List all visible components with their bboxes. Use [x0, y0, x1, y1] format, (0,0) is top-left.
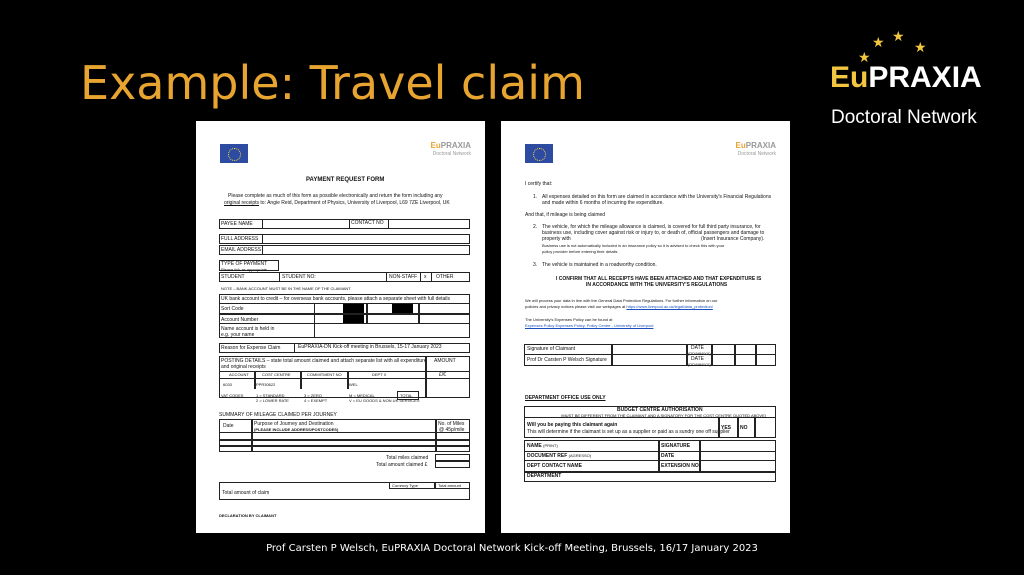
certify-label: I certify that:: [525, 181, 553, 187]
eu-flag-icon: [220, 144, 248, 163]
item-2-line-3: property with: [542, 236, 571, 242]
mileage-divider: [435, 419, 437, 452]
account-held-example: e.g. your name: [221, 332, 255, 338]
col-commitment: COMMITMENT NO: [307, 372, 342, 377]
confirm-line-1: I CONFIRM THAT ALL RECEIPTS HAVE BEEN ATTACHED AND THAT EXPENDITURE IS: [556, 276, 762, 282]
no-option[interactable]: NO: [740, 425, 748, 431]
item-1-line-2: and made within 6 months of incurring the expenditure.: [542, 200, 664, 206]
total-amount-cell: [435, 461, 470, 468]
declaration-page: [501, 121, 790, 533]
sig-date-label: DATE: [691, 345, 704, 351]
item-2-line-4: Business use is not automatically included in an insurance policy so it is advised to check this with your: [542, 243, 725, 248]
mileage-line: [219, 445, 470, 447]
declaration-label: DECLARATION BY CLAIMANT: [219, 513, 277, 518]
vat-2: 2 = LOWER RATE: [256, 398, 289, 403]
item-3-text: The vehicle is maintained in a roadworthy condition.: [542, 262, 657, 268]
mileage-title: SUMMARY OF MILEAGE CLAIMED PER JOURNEY: [219, 412, 337, 418]
extension-label: EXTENSION NO.: [661, 463, 701, 469]
miles-label: No. of Miles: [438, 421, 465, 427]
dept-office-label: DEPARTMENT OFFICE USE ONLY: [525, 395, 606, 401]
student-label: STUDENT: [221, 274, 245, 280]
department-label: DEPARTMENT: [527, 473, 562, 479]
mini-logo-eu: Eu: [735, 141, 746, 150]
policy-link[interactable]: Expenses Policy Expenses Policy, Policy Centre - University of Liverpool: [525, 323, 654, 328]
bank-header: UK bank account to credit – for overseas bank accounts, please attach a separate sheet with full details: [221, 296, 451, 302]
policy-line-1: The University's Expenses Policy can be found at: [525, 317, 613, 322]
sort-divider: [366, 303, 368, 324]
posting-line-2: and original receipts: [221, 364, 266, 370]
item-2-line-5: policy provider before entering their details: [542, 249, 618, 254]
mileage-claimed-label: And that, if mileage is being claimed: [525, 212, 606, 218]
mileage-line: [219, 439, 470, 441]
sig-date-format-2: (DD/MM/YY): [688, 362, 711, 367]
col-divider: [300, 371, 302, 389]
amount-label: AMOUNT: [434, 358, 456, 364]
intro-line-2: [224, 200, 450, 206]
auth-divider: [658, 440, 660, 471]
reason-label: Reason for Expense Claim: [221, 345, 281, 351]
student-no-label: STUDENT NO:: [282, 274, 316, 280]
insurance-placeholder: (Insert Insurance Company).: [701, 236, 765, 242]
item-1-number: 1.: [533, 194, 538, 200]
sig-divider: [755, 344, 757, 366]
rate-label: @ 45p/mile: [439, 427, 465, 433]
intro-line-1: Please complete as much of this form as possible electronically and return the form including any: [228, 193, 443, 199]
posting-line-1: POSTING DETAILS – state total amount claimed and attach separate list with all expenditure: [221, 358, 427, 364]
bank-note: NOTE – BANK ACCOUNT MUST BE IN THE NAME OF THE CLAIMANT: [221, 286, 351, 291]
vat-6: V = EU GOODS & NON UK SERVICES: [349, 398, 420, 403]
tick-hint: Please tick as appropriate: [221, 267, 268, 272]
pay-again-sub: This will determine if the claimant is set up as a supplier or paid as a sundry one off supplier: [527, 429, 730, 435]
cell-cost-centre: PPR30622: [256, 382, 276, 387]
total-amount-claimed-label: Total amount claimed £: [376, 462, 428, 468]
cell-account: 6033: [223, 382, 232, 387]
auth-signature-label: SIGNATURE: [661, 443, 691, 449]
purpose-sub: (PLEASE INCLUDE ADDRESS/POSTCODES): [254, 427, 339, 432]
sort-divider: [418, 303, 420, 324]
sort-block: [392, 304, 413, 313]
slide-title: Example: Travel claim: [80, 56, 585, 110]
pay-again-label: Will you be paying this claimant again: [527, 422, 618, 428]
authorisation-table: [524, 440, 776, 482]
col-currency: £/€: [439, 372, 446, 378]
logo-eu: Eu: [830, 61, 869, 94]
sort-code-label: Sort Code: [221, 306, 244, 312]
payee-label: PAYEE NAME: [221, 221, 253, 227]
non-staff-mark: x: [424, 274, 427, 280]
non-staff-label: NON-STAFF: [389, 274, 418, 280]
account-held-label: Name account is held in: [221, 326, 275, 332]
dept-contact-label: DEPT CONTACT NAME: [527, 463, 582, 469]
yes-divider: [718, 418, 720, 438]
other-label: OTHER: [436, 274, 454, 280]
form-title: PAYMENT REQUEST FORM: [306, 177, 385, 183]
intro-address: to: Angie Reid, Department of Physics, University of Liverpool, L69 7ZE Liverpool, UK: [259, 200, 450, 206]
logo-praxia: PRAXIA: [868, 61, 982, 94]
posting-col-row: [219, 371, 470, 379]
vat-codes-label: VAT CODES: [221, 393, 244, 398]
sig-claimant-label: Signature of Claimant: [527, 346, 576, 352]
reason-value: EuPRAXIA-DN Kick-off meeting in Brussels, 15-17 January 2023: [298, 344, 442, 350]
sort-block: [343, 304, 364, 313]
date-label: Date: [223, 423, 234, 429]
logo-wordmark: [830, 61, 982, 95]
print-text: (PRINT): [543, 443, 558, 448]
mini-logo: [736, 141, 776, 159]
vat-4: 4 = EXEMPT: [304, 398, 328, 403]
doc-ref-text: DOCUMENT REF: [527, 453, 568, 459]
budget-sub: (MUST BE DIFFERENT FROM THE CLAIMANT AND A SIGNATORY FOR THE COST CENTRE QUOTED ABOVE): [561, 413, 767, 418]
item-2-number: 2.: [533, 224, 538, 230]
address-label: FULL ADDRESS: [221, 236, 259, 242]
total-miles-cell: [435, 454, 470, 461]
confirm-line-2: IN ACCORDANCE WITH THE UNIVERSITY'S REGULATIONS: [586, 282, 728, 288]
auth-date-label: DATE: [661, 453, 675, 459]
gdpr-line-2: [525, 304, 713, 310]
sig-divider: [611, 344, 613, 366]
welsch-sig-label: Prof Dr Carsten P Welsch Signature: [527, 357, 607, 363]
col-dept: DEPT X: [372, 372, 387, 377]
item-3-number: 3.: [533, 262, 538, 268]
item-1-line-1: All expenses detailed on this form are claimed in accordance with the University's Financial Regulations: [542, 194, 772, 200]
no-divider: [754, 418, 756, 438]
original-receipts: original receipts: [224, 200, 260, 206]
star-icon: ★: [858, 50, 871, 66]
total-label: TOTAL: [400, 393, 413, 398]
mini-logo-rest: PRAXIA: [440, 141, 471, 150]
total-amount-label: Total amount: [438, 483, 461, 488]
mini-logo-sub: Doctoral Network: [737, 151, 776, 157]
auth-line: [524, 471, 776, 473]
star-icon: ★: [892, 29, 905, 45]
yes-option[interactable]: YES: [721, 425, 732, 431]
col-account: ACCOUNT: [229, 372, 249, 377]
auth-docref-label: [527, 453, 591, 459]
col-divider: [425, 356, 427, 398]
gdpr-line-1: We will process your data in line with the General Data Protection Regulations. For further information on our: [525, 298, 718, 303]
payment-request-form-page: [196, 121, 485, 533]
gdpr-text: policies and privacy notices please visit our webpages at: [525, 304, 627, 309]
auth-name-label: [527, 443, 558, 449]
total-miles-label: Total miles claimed: [386, 455, 429, 461]
item-2-line-2: business use, including cover against risk or injury to, or death of, official passengers and damage to: [542, 230, 765, 236]
contact-label: CONTACT NO: [351, 220, 384, 226]
mini-logo-rest: PRAXIA: [745, 141, 776, 150]
star-icon: ★: [872, 35, 885, 51]
budget-title: BUDGET CENTRE AUTHORISATION: [617, 407, 703, 413]
sig-divider: [711, 344, 713, 366]
agresso-text: (AGRESSO): [568, 453, 592, 458]
sig-date-label-2: DATE: [691, 356, 704, 362]
item-2-line-1: The vehicle, for which the mileage allowance is claimed, is covered for full third party insurance, for: [542, 224, 761, 230]
purpose-label: Purpose of Journey and Destination: [254, 421, 334, 427]
eupraxia-logo: [830, 30, 1010, 130]
email-label: EMAIL ADDRESS: [221, 247, 262, 253]
star-icon: ★: [914, 40, 927, 56]
col-cost-centre: COST CENTRE: [262, 372, 291, 377]
yes-divider: [737, 418, 739, 438]
gdpr-link[interactable]: https://www.liverpool.ac.uk/legal/data_protection/: [626, 304, 713, 309]
account-number-label: Account Number: [221, 317, 259, 323]
name-text: NAME: [527, 443, 542, 449]
mini-logo-sub: Doctoral Network: [432, 151, 471, 157]
cell-dept: WEL: [349, 382, 358, 387]
sig-divider: [734, 344, 736, 366]
mini-logo: [431, 141, 471, 159]
vat-5: M = MEDICAL: [349, 393, 375, 398]
currency-type-label: Currency Type: [392, 483, 418, 488]
total-claim-label: Total amount of claim: [222, 490, 270, 496]
vat-1: 1 = STANDARD: [256, 393, 285, 398]
sig-date-format: (DD/MM/YY): [688, 351, 711, 356]
mini-logo-eu: Eu: [430, 141, 441, 150]
mileage-divider: [251, 419, 253, 452]
slide-footer: Prof Carsten P Welsch, EuPRAXIA Doctoral Network Kick-off Meeting, Brussels, 16/17 January 2023: [266, 543, 758, 554]
eu-flag-icon: [525, 144, 553, 163]
logo-subtitle: Doctoral Network: [831, 107, 977, 128]
vat-3: 3 = ZERO: [304, 393, 322, 398]
sort-block: [343, 315, 364, 323]
payment-type-label: TYPE OF PAYMENT: [221, 261, 268, 267]
